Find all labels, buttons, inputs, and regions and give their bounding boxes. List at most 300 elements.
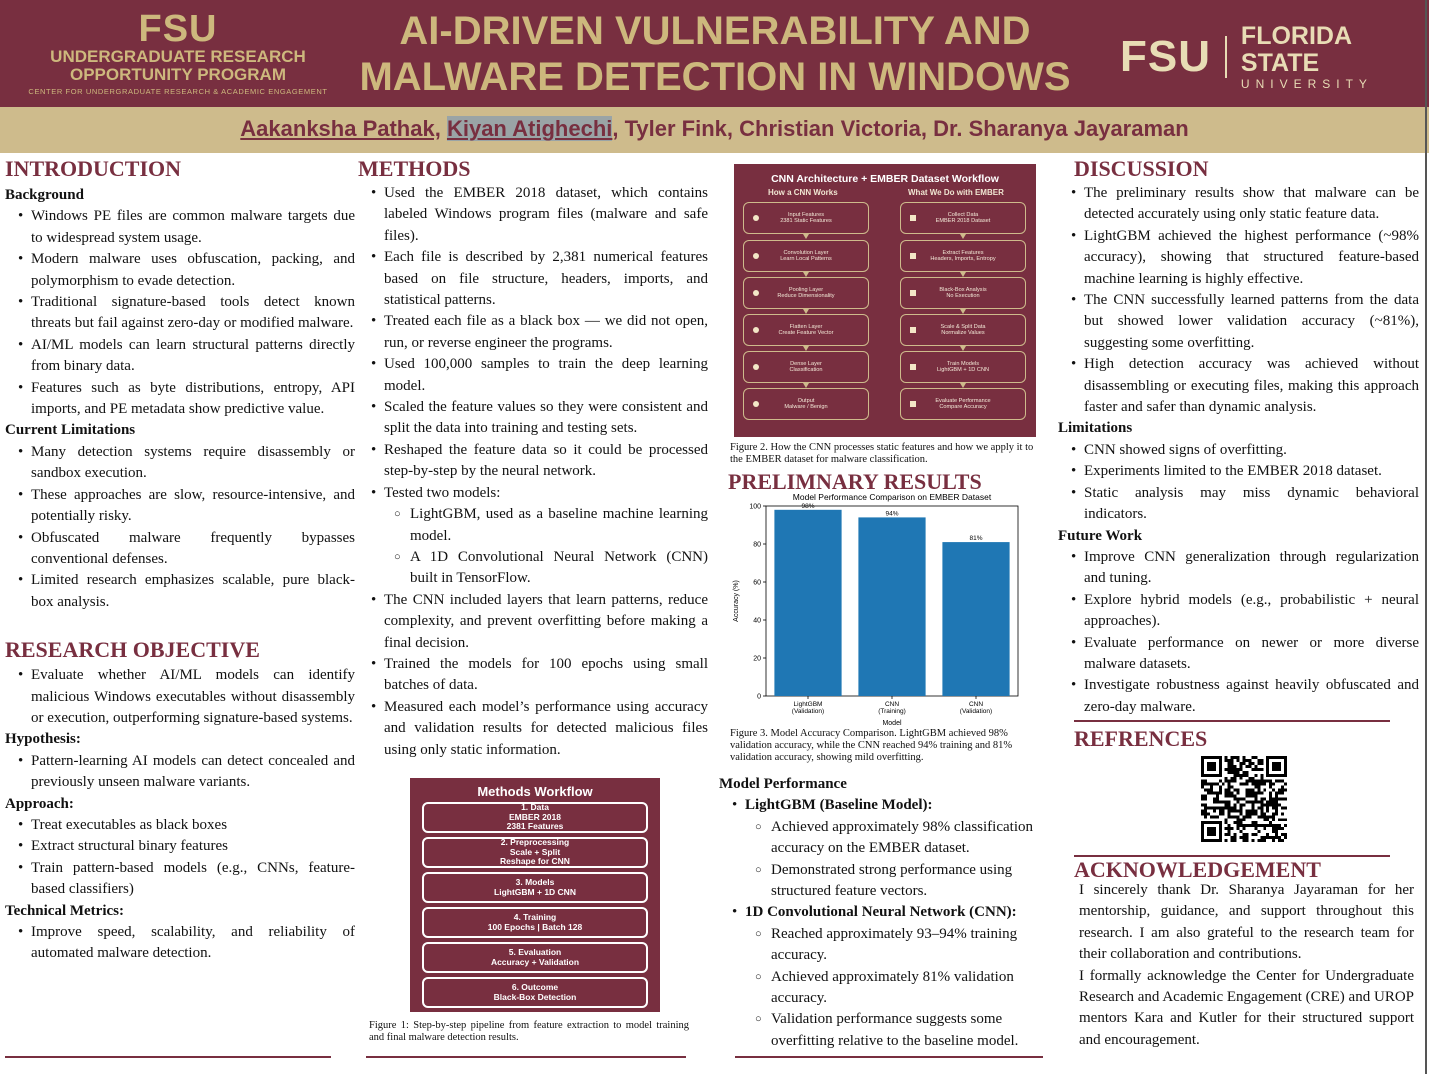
cnn-heading: 1D Convolutional Neural Network (CNN): <box>745 904 1017 921</box>
qr-module <box>1281 812 1284 815</box>
qr-module <box>1254 821 1257 824</box>
qr-module <box>1234 815 1237 818</box>
bullet-square-icon <box>910 327 916 333</box>
qr-module <box>1207 774 1210 777</box>
qr-module <box>1243 798 1246 801</box>
qr-module <box>1257 786 1260 789</box>
qr-module <box>1275 765 1278 768</box>
qr-module <box>1260 800 1263 803</box>
arch-step-box <box>743 240 869 272</box>
qr-module <box>1257 759 1260 762</box>
qr-module <box>1278 774 1281 777</box>
qr-module <box>1225 839 1228 842</box>
qr-module <box>1257 789 1260 792</box>
arch-step-box <box>743 277 869 309</box>
qr-module <box>1245 815 1248 818</box>
qr-module <box>1210 839 1213 842</box>
qr-module <box>1231 839 1234 842</box>
qr-module <box>1281 839 1284 842</box>
qr-module <box>1275 836 1278 839</box>
workflow-step <box>422 872 648 903</box>
perf-list <box>719 795 1044 1052</box>
qr-module <box>1228 795 1231 798</box>
workflow-step <box>422 907 648 938</box>
qr-module <box>1266 815 1269 818</box>
bullet-square-icon <box>910 401 916 407</box>
objective-heading: RESEARCH OBJECTIVE <box>5 637 260 663</box>
limits-list <box>1058 440 1419 526</box>
qr-module <box>1231 795 1234 798</box>
qr-module <box>1272 789 1275 792</box>
qr-module <box>1248 809 1251 812</box>
arch-step-box <box>900 351 1026 383</box>
qr-module <box>1275 830 1278 833</box>
qr-module <box>1234 806 1237 809</box>
qr-module <box>1266 836 1269 839</box>
bar <box>774 510 841 696</box>
step-detail: EMBER 2018 <box>509 811 561 822</box>
qr-module <box>1207 762 1210 765</box>
qr-module <box>1240 803 1243 806</box>
bullet-square-icon <box>910 290 916 296</box>
qr-module <box>1228 830 1231 833</box>
step-label: 5. Evaluation <box>508 947 562 957</box>
qr-module <box>1251 768 1254 771</box>
arch-step-label: Convolution Layer <box>783 249 829 256</box>
qr-module <box>1204 815 1207 818</box>
figure1-caption: Figure 1: Step-by-step pipeline from feature extraction to model training and final malware detection results. <box>369 1020 689 1043</box>
qr-module <box>1231 762 1234 765</box>
qr-module <box>1234 777 1237 780</box>
arch-step-label: Scale & Split Data <box>940 323 986 330</box>
qr-module <box>1275 812 1278 815</box>
qr-module <box>1204 839 1207 842</box>
discussion-list <box>1058 183 1419 418</box>
qr-module <box>1251 833 1254 836</box>
bullet-square-icon <box>910 253 916 259</box>
qr-module <box>1254 765 1257 768</box>
qr-module <box>1207 792 1210 795</box>
qr-module <box>1269 786 1272 789</box>
divider <box>366 1056 686 1058</box>
qr-module <box>1216 815 1219 818</box>
qr-module <box>1269 774 1272 777</box>
qr-module <box>1204 809 1207 812</box>
qr-module <box>1272 827 1275 830</box>
qr-code-icon[interactable] <box>1201 756 1287 842</box>
list-item <box>358 483 708 590</box>
qr-module <box>1272 798 1275 801</box>
qr-module <box>1260 783 1263 786</box>
qr-module <box>1272 803 1275 806</box>
qr-module <box>1251 803 1254 806</box>
qr-module <box>1275 780 1278 783</box>
qr-module <box>1284 836 1287 839</box>
qr-module <box>1204 789 1207 792</box>
authors-rest: , Tyler Fink, Christian Victoria, Dr. Sharanya Jayaraman <box>612 116 1189 141</box>
qr-module <box>1231 836 1234 839</box>
qr-module <box>1257 815 1260 818</box>
lgbm-heading: LightGBM (Baseline Model): <box>745 797 933 814</box>
qr-module <box>1228 800 1231 803</box>
qr-module <box>1237 798 1240 801</box>
column-intro <box>5 156 355 965</box>
fsu-name1: FLORIDA STATE <box>1240 22 1352 77</box>
qr-module <box>1216 798 1219 801</box>
qr-module <box>1213 839 1216 842</box>
divider <box>1074 720 1390 722</box>
title-line1: AI-DRIVEN VULNERABILITY AND <box>399 9 1031 53</box>
qr-module <box>1266 768 1269 771</box>
qr-module <box>1201 762 1204 765</box>
qr-module <box>1225 795 1228 798</box>
qr-module <box>1234 795 1237 798</box>
qr-module <box>1245 833 1248 836</box>
qr-module <box>1263 780 1266 783</box>
qr-module <box>1281 774 1284 777</box>
arch-step-detail: Normalize Values <box>941 330 985 336</box>
qr-module <box>1278 839 1281 842</box>
qr-module <box>1278 803 1281 806</box>
qr-module <box>1228 809 1231 812</box>
qr-module <box>1225 768 1228 771</box>
qr-module <box>1219 768 1222 771</box>
qr-module <box>1260 809 1263 812</box>
approach-list <box>5 815 355 901</box>
qr-module <box>1213 827 1216 830</box>
qr-module <box>1213 806 1216 809</box>
qr-module <box>1201 783 1204 786</box>
qr-module <box>1266 774 1269 777</box>
qr-module <box>1210 827 1213 830</box>
qr-module <box>1278 756 1281 759</box>
qr-module <box>1231 809 1234 812</box>
qr-module <box>1243 774 1246 777</box>
arrow-down-icon <box>960 234 966 239</box>
qr-module <box>1228 771 1231 774</box>
qr-module <box>1275 824 1278 827</box>
qr-module <box>1240 821 1243 824</box>
qr-module <box>1201 786 1204 789</box>
qr-module <box>1216 821 1219 824</box>
qr-module <box>1284 833 1287 836</box>
list-item: • Traditional signature-based tools detect known threats but fail against zero-day or modified malware. <box>5 292 355 335</box>
qr-module <box>1213 798 1216 801</box>
qr-module <box>1284 759 1287 762</box>
list-item: • Features such as byte distributions, entropy, API imports, and PE metadata show predictive value. <box>5 378 355 421</box>
y-tick-label: 40 <box>753 617 761 625</box>
qr-module <box>1231 806 1234 809</box>
qr-module <box>1254 792 1257 795</box>
qr-module <box>1243 827 1246 830</box>
qr-module <box>1281 792 1284 795</box>
qr-module <box>1213 833 1216 836</box>
qr-module <box>1260 777 1263 780</box>
qr-module <box>1251 783 1254 786</box>
qr-module <box>1248 759 1251 762</box>
qr-module <box>1228 824 1231 827</box>
qr-module <box>1240 768 1243 771</box>
list-item: ○ A 1D Convolutional Neural Network (CNN) built in TensorFlow. <box>384 547 708 590</box>
qr-module <box>1228 762 1231 765</box>
arch-step-box <box>900 202 1026 234</box>
qr-module <box>1225 833 1228 836</box>
qr-module <box>1245 824 1248 827</box>
list-item: • Each file is described by 2,381 numerical features based on file structure, headers, imports, and statistical patterns. <box>358 247 708 311</box>
qr-module <box>1243 762 1246 765</box>
qr-module <box>1263 836 1266 839</box>
qr-module <box>1213 774 1216 777</box>
list-item: • Evaluate whether AI/ML models can identify malicious Windows executables without disassembly or execution, outperforming signature-based systems. <box>5 665 355 729</box>
qr-module <box>1225 827 1228 830</box>
bullet-dot-icon <box>753 253 759 259</box>
step-detail: LightGBM + 1D CNN <box>494 886 576 897</box>
workflow-title: Methods Workflow <box>477 784 593 799</box>
qr-module <box>1210 789 1213 792</box>
arch-step-detail: Learn Local Patterns <box>780 256 832 262</box>
y-tick-label: 20 <box>753 655 761 663</box>
qr-module <box>1263 827 1266 830</box>
qr-module <box>1281 833 1284 836</box>
figure2-caption: Figure 2. How the CNN processes static features and how we apply it to the EMBER dataset for malware classification. <box>730 442 1034 465</box>
step-label: 1. Data <box>521 802 549 813</box>
qr-module <box>1263 839 1266 842</box>
qr-module <box>1243 836 1246 839</box>
list-item: • Improve CNN generalization through regularization and tuning. <box>1058 547 1419 590</box>
list-item: • Investigate robustness against heavily obfuscated and zero-day malware. <box>1058 675 1419 718</box>
qr-module <box>1219 771 1222 774</box>
qr-module <box>1245 789 1248 792</box>
qr-module <box>1266 803 1269 806</box>
qr-module <box>1210 792 1213 795</box>
qr-module <box>1210 821 1213 824</box>
qr-module <box>1210 765 1213 768</box>
qr-module <box>1240 774 1243 777</box>
qr-module <box>1272 806 1275 809</box>
qr-module <box>1207 789 1210 792</box>
arch-step-detail: LightGBM + 1D CNN <box>936 367 990 373</box>
references-heading: REFRENCES <box>1074 726 1208 751</box>
qr-module <box>1272 815 1275 818</box>
qr-module <box>1266 762 1269 765</box>
list-item: ○ Demonstrated strong performance using structured feature vectors. <box>745 860 1044 903</box>
qr-module <box>1237 824 1240 827</box>
qr-module <box>1213 765 1216 768</box>
qr-module <box>1260 798 1263 801</box>
qr-module <box>1219 786 1222 789</box>
qr-module <box>1284 768 1287 771</box>
qr-module <box>1228 759 1231 762</box>
qr-module <box>1254 824 1257 827</box>
qr-module <box>1266 806 1269 809</box>
qr-module <box>1231 780 1234 783</box>
list-item <box>719 902 1044 1052</box>
column-methods <box>358 156 708 761</box>
qr-module <box>1219 806 1222 809</box>
objective-list <box>5 665 355 729</box>
approach-heading: Approach: <box>5 795 74 812</box>
list-item: • AI/ML models can learn structural patterns directly from binary data. <box>5 335 355 378</box>
qr-module <box>1207 827 1210 830</box>
list-item: • Trained the models for 100 epochs using small batches of data. <box>358 654 708 697</box>
qr-module <box>1204 821 1207 824</box>
qr-module <box>1234 803 1237 806</box>
qr-module <box>1254 795 1257 798</box>
qr-module <box>1260 839 1263 842</box>
qr-module <box>1251 839 1254 842</box>
qr-module <box>1281 806 1284 809</box>
qr-module <box>1219 780 1222 783</box>
list-item: • Scaled the feature values so they were consistent and split the data into training and testing sets. <box>358 397 708 440</box>
urop-logo <box>8 10 348 96</box>
methods-workflow-figure <box>410 778 660 1012</box>
qr-module <box>1245 771 1248 774</box>
qr-module <box>1266 818 1269 821</box>
qr-module <box>1248 789 1251 792</box>
qr-module <box>1231 765 1234 768</box>
arch-step-detail: Compare Accuracy <box>939 404 987 410</box>
qr-module <box>1275 803 1278 806</box>
list-item: • Modern malware uses obfuscation, packing, and polymorphism to evade detection. <box>5 249 355 292</box>
arch-step-label: Evaluate Performance <box>935 397 991 404</box>
qr-module <box>1225 756 1228 759</box>
qr-module <box>1254 756 1257 759</box>
qr-module <box>1219 833 1222 836</box>
bullet-square-icon <box>910 364 916 370</box>
arch-step-box <box>743 202 869 234</box>
qr-module <box>1275 798 1278 801</box>
qr-module <box>1263 818 1266 821</box>
list-item: ○ Achieved approximately 81% validation accuracy. <box>745 967 1044 1010</box>
arch-left-heading: How a CNN Works <box>768 188 838 197</box>
y-tick-label: 60 <box>753 579 761 587</box>
qr-module <box>1201 821 1204 824</box>
qr-module <box>1257 792 1260 795</box>
fsu-wordmark <box>1241 23 1429 91</box>
qr-module <box>1216 792 1219 795</box>
qr-module <box>1260 806 1263 809</box>
qr-module <box>1225 777 1228 780</box>
qr-module <box>1228 827 1231 830</box>
qr-module <box>1251 789 1254 792</box>
qr-module <box>1234 756 1237 759</box>
bar <box>858 517 925 696</box>
qr-module <box>1272 768 1275 771</box>
lgbm-list <box>745 817 1044 903</box>
qr-module <box>1240 783 1243 786</box>
qr-module <box>1240 777 1243 780</box>
list-item: • These approaches are slow, resource-intensive, and potentially risky. <box>5 485 355 528</box>
step-detail: Accuracy + Validation <box>490 956 580 967</box>
qr-module <box>1263 798 1266 801</box>
qr-module <box>1275 827 1278 830</box>
list-item: • The preliminary results show that malware can be detected accurately using only static feature data. <box>1058 183 1419 226</box>
qr-module <box>1245 792 1248 795</box>
qr-module <box>1248 780 1251 783</box>
metrics-heading: Technical Metrics: <box>5 902 124 919</box>
qr-module <box>1248 777 1251 780</box>
qr-module <box>1263 812 1266 815</box>
qr-module <box>1201 759 1204 762</box>
qr-module <box>1204 795 1207 798</box>
qr-module <box>1245 774 1248 777</box>
qr-module <box>1225 818 1228 821</box>
cnn-architecture-figure <box>734 164 1036 437</box>
qr-module <box>1257 762 1260 765</box>
title-line2: MALWARE DETECTION IN WINDOWS <box>359 55 1071 99</box>
qr-module <box>1207 765 1210 768</box>
qr-module <box>1210 830 1213 833</box>
results-heading: PRELIMNARY RESULTS <box>728 469 982 494</box>
arch-right-heading: What We Do with EMBER <box>908 188 1004 197</box>
accuracy-bar-chart <box>728 490 1028 726</box>
qr-module <box>1237 789 1240 792</box>
arch-step-detail: Headers, Imports, Entropy <box>930 256 996 262</box>
qr-module <box>1207 812 1210 815</box>
qr-module <box>1231 792 1234 795</box>
qr-module <box>1243 771 1246 774</box>
qr-module <box>1284 765 1287 768</box>
qr-module <box>1263 789 1266 792</box>
qr-module <box>1240 809 1243 812</box>
qr-module <box>1237 756 1240 759</box>
qr-module <box>1228 768 1231 771</box>
future-list <box>1058 547 1419 718</box>
discussion-heading: DISCUSSION <box>1074 156 1209 181</box>
qr-module <box>1231 777 1234 780</box>
qr-module <box>1251 824 1254 827</box>
list-item: • High detection accuracy was achieved without disassembling or executing files, making this approach faster and safer than dynamic analysis. <box>1058 354 1419 418</box>
qr-module <box>1272 800 1275 803</box>
qr-module <box>1269 836 1272 839</box>
qr-module <box>1240 824 1243 827</box>
qr-module <box>1207 806 1210 809</box>
qr-module <box>1278 824 1281 827</box>
qr-module <box>1234 774 1237 777</box>
qr-module <box>1204 783 1207 786</box>
qr-module <box>1266 765 1269 768</box>
arch-step-box <box>743 351 869 383</box>
qr-module <box>1234 780 1237 783</box>
list-item <box>719 795 1044 902</box>
qr-module <box>1275 795 1278 798</box>
qr-module <box>1243 824 1246 827</box>
qr-module <box>1201 774 1204 777</box>
qr-module <box>1213 809 1216 812</box>
qr-module <box>1237 768 1240 771</box>
qr-module <box>1251 806 1254 809</box>
divider <box>5 1056 331 1058</box>
x-tick-label: CNN (Training) <box>878 701 906 715</box>
list-item: • LightGBM achieved the highest performance (~98% accuracy), showing that structured feature-based machine learning is highly effective. <box>1058 226 1419 290</box>
qr-module <box>1248 792 1251 795</box>
qr-module <box>1248 795 1251 798</box>
qr-module <box>1225 789 1228 792</box>
list-item: • Used 100,000 samples to train the deep learning model. <box>358 354 708 397</box>
qr-module <box>1281 756 1284 759</box>
qr-module <box>1248 762 1251 765</box>
qr-module <box>1234 771 1237 774</box>
qr-module <box>1251 756 1254 759</box>
arch-step-box <box>743 314 869 346</box>
qr-module <box>1207 839 1210 842</box>
qr-module <box>1275 800 1278 803</box>
qr-module <box>1222 809 1225 812</box>
qr-module <box>1251 777 1254 780</box>
qr-module <box>1219 765 1222 768</box>
qr-module <box>1278 827 1281 830</box>
qr-module <box>1284 806 1287 809</box>
